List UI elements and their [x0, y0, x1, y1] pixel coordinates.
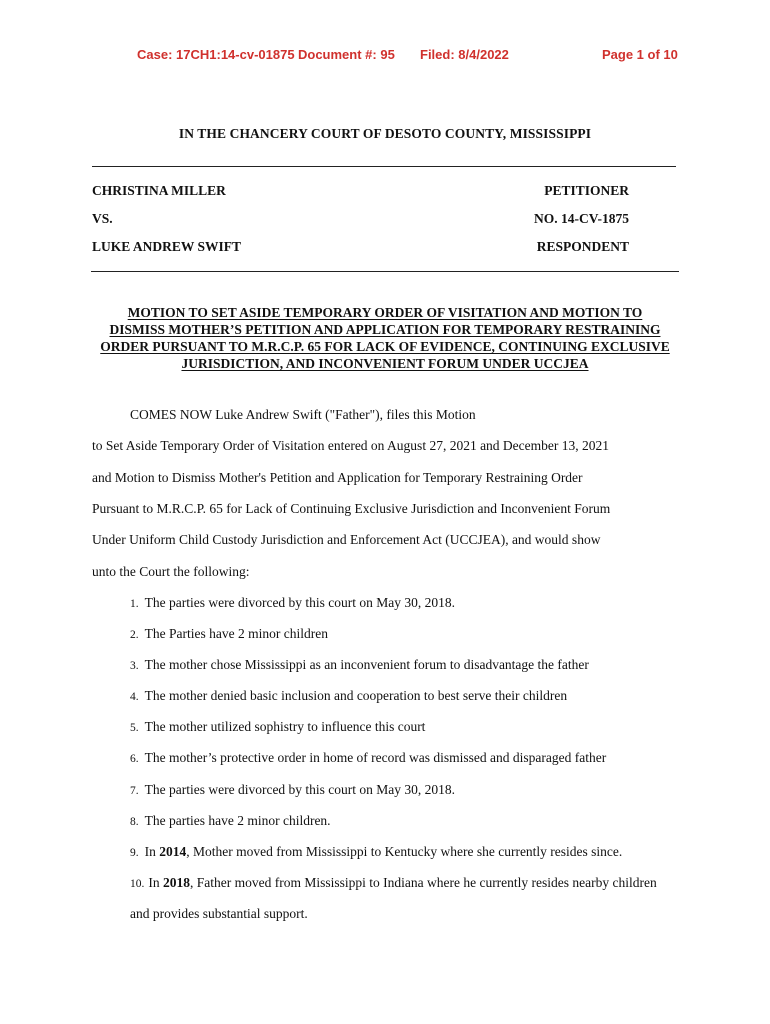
list-item-text-post: , Mother moved from Mississippi to Kentucky where she currently resides since. [186, 844, 623, 859]
body-text-line: to Set Aside Temporary Order of Visitation entered on August 27, 2021 and December 13, 2021 [92, 438, 610, 453]
title-line: JURISDICTION, AND INCONVENIENT FORUM UNDER UCCJEA [181, 356, 589, 371]
list-item-text-pre: In [144, 844, 160, 859]
list-item [130, 782, 455, 798]
list-item-text: The mother denied basic inclusion and cooperation to best serve their children [144, 688, 568, 703]
versus-label: VS. [92, 211, 113, 226]
body-text-line: Under Uniform Child Custody Jurisdiction and Enforcement Act (UCCJEA), and would show [92, 532, 601, 547]
respondent-label: RESPONDENT [536, 239, 629, 254]
caption-row-versus [92, 211, 629, 229]
list-item-number: 3. [130, 660, 139, 672]
body-text-line: unto the Court the following: [92, 564, 250, 579]
list-item-text-pre: In [148, 875, 163, 890]
body-text-line: COMES NOW Luke Andrew Swift ("Father"), files this Motion [130, 407, 476, 422]
list-item-number: 10. [130, 878, 145, 890]
title-line: DISMISS MOTHER’S PETITION AND APPLICATION FOR TEMPORARY RESTRAINING [109, 322, 661, 337]
caption-row-respondent [92, 239, 629, 257]
title-line: MOTION TO SET ASIDE TEMPORARY ORDER OF VISITATION AND MOTION TO [127, 305, 643, 320]
caption-row-petitioner [92, 183, 629, 201]
body-text-line: Pursuant to M.R.C.P. 65 for Lack of Continuing Exclusive Jurisdiction and Inconvenient Forum [92, 501, 611, 516]
court-heading: IN THE CHANCERY COURT OF DESOTO COUNTY, MISSISSIPPI [178, 126, 592, 141]
motion-title [84, 304, 686, 372]
caption-rule-top [92, 166, 676, 167]
list-item-text: The parties were divorced by this court on May 30, 2018. [144, 782, 456, 797]
list-item-text: The mother’s protective order in home of record was dismissed and disparaged father [144, 750, 607, 765]
stamp-case-number: Case: 17CH1:14-cv-01875 [137, 47, 295, 62]
list-item [130, 750, 606, 766]
list-item-text: The mother utilized sophistry to influence this court [144, 719, 426, 734]
stamp-page-number: Page 1 of 10 [602, 47, 678, 62]
list-item-number: 5. [130, 722, 139, 734]
case-number: NO. 14-CV-1875 [534, 211, 629, 226]
list-item-text-post: , Father moved from Mississippi to Indiana where he currently resides nearby children [190, 875, 657, 890]
list-item-text: The parties have 2 minor children. [144, 813, 331, 828]
petitioner-name: CHRISTINA MILLER [92, 183, 226, 198]
list-item-number: 6. [130, 753, 139, 765]
list-item-number: 1. [130, 598, 139, 610]
list-item-number: 4. [130, 691, 139, 703]
body-text-line: and Motion to Dismiss Mother's Petition and Application for Temporary Restraining Order [92, 470, 583, 485]
list-item-year: 2014 [159, 844, 187, 859]
list-item-text: The Parties have 2 minor children [144, 626, 328, 641]
list-item-text: The mother chose Mississippi as an inconvenient forum to disadvantage the father [144, 657, 589, 672]
list-item-text: The parties were divorced by this court on May 30, 2018. [144, 595, 456, 610]
list-item-number: 9. [130, 847, 139, 859]
list-item [130, 595, 455, 611]
list-item-year: 2018 [163, 875, 190, 890]
list-item [130, 844, 622, 860]
stamp-document-number: Document #: 95 [298, 47, 395, 62]
list-item [130, 719, 425, 735]
list-item-number: 8. [130, 816, 139, 828]
list-item-number: 7. [130, 785, 139, 797]
list-item-number: 2. [130, 629, 139, 641]
respondent-name: LUKE ANDREW SWIFT [92, 239, 242, 254]
title-line: ORDER PURSUANT TO M.R.C.P. 65 FOR LACK OF EVIDENCE, CONTINUING EXCLUSIVE [100, 339, 670, 354]
list-item [130, 657, 589, 673]
list-item [130, 813, 331, 829]
caption-rule-bottom [91, 271, 679, 272]
list-item [130, 875, 657, 891]
list-item [130, 626, 328, 642]
stamp-filed-date: Filed: 8/4/2022 [420, 47, 509, 62]
petitioner-label: PETITIONER [544, 183, 629, 198]
filing-stamp [0, 47, 770, 67]
list-item [130, 688, 567, 704]
list-item-continuation: and provides substantial support. [130, 906, 308, 921]
